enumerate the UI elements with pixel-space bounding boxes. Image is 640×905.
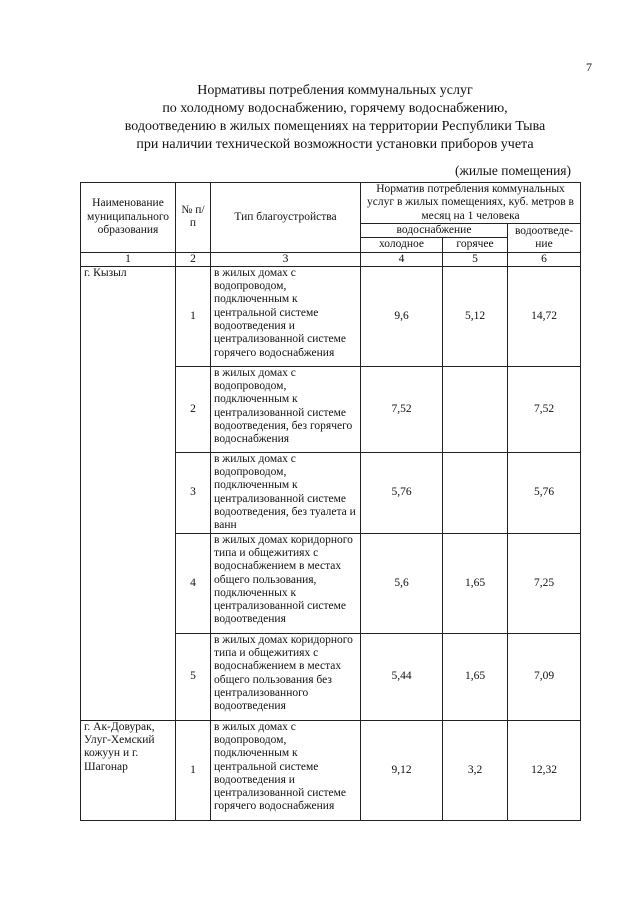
table-row: [81, 720, 581, 820]
improvement-type: в жилых домах коридорного типа и общежитиях с водоснабжением в местах общего пользования, подключенных к централизованной системе водоотведения: [211, 533, 361, 633]
municipality-cell: г. Ак-Довурак, Улуг-Хемский кожуун и г. Шагонар: [81, 720, 176, 820]
municipality-cell: г. Кызыл: [81, 266, 176, 720]
header-drainage: водоотведе-ние: [508, 224, 581, 253]
improvement-type: в жилых домах с водопроводом, подключенным к централизованной системе водоотведения, без туалета и ванн: [211, 452, 361, 533]
row-number: 4: [176, 533, 211, 633]
drainage-value: 14,72: [508, 266, 581, 366]
norms-table: [80, 182, 581, 821]
row-number: 5: [176, 633, 211, 720]
header-water-supply: водоснабжение: [361, 224, 508, 238]
cold-water-value: 9,6: [361, 266, 443, 366]
improvement-type: в жилых домах с водопроводом, подключенным к центральной системе водоотведения и централизованной системе горячего водоснабжения: [211, 266, 361, 366]
header-number: № п/п: [176, 183, 211, 253]
column-number: 4: [361, 252, 443, 266]
hot-water-value: [443, 452, 508, 533]
row-number: 1: [176, 720, 211, 820]
cold-water-value: 5,44: [361, 633, 443, 720]
cold-water-value: 5,6: [361, 533, 443, 633]
cold-water-value: 7,52: [361, 366, 443, 452]
column-number: 1: [81, 252, 176, 266]
row-number: 3: [176, 452, 211, 533]
hot-water-value: 5,12: [443, 266, 508, 366]
column-number: 2: [176, 252, 211, 266]
hot-water-value: 3,2: [443, 720, 508, 820]
title-line: водоотведению в жилых помещениях на территории Республики Тыва: [124, 119, 546, 134]
title-line: по холодному водоснабжению, горячему водоснабжению,: [162, 101, 508, 116]
cold-water-value: 9,12: [361, 720, 443, 820]
page-number: 7: [586, 60, 592, 74]
drainage-value: 5,76: [508, 452, 581, 533]
hot-water-value: 1,65: [443, 533, 508, 633]
column-number: 5: [443, 252, 508, 266]
hot-water-value: 1,65: [443, 633, 508, 720]
header-hot: горячее: [443, 238, 508, 252]
header-municipality: Наименование муниципального образования: [81, 183, 176, 253]
title-line: Нормативы потребления коммунальных услуг: [197, 83, 473, 98]
drainage-value: 7,25: [508, 533, 581, 633]
document-title: [60, 82, 610, 154]
drainage-value: 7,52: [508, 366, 581, 452]
drainage-value: 12,32: [508, 720, 581, 820]
column-number: 3: [211, 252, 361, 266]
improvement-type: в жилых домах коридорного типа и общежитиях с водоснабжением в местах общего пользования без централизованного водоотведения: [211, 633, 361, 720]
improvement-type: в жилых домах с водопроводом, подключенным к централизованной системе водоотведения, без горячего водоснабжения: [211, 366, 361, 452]
title-line: при наличии технической возможности установки приборов учета: [136, 137, 534, 152]
row-number: 1: [176, 266, 211, 366]
header-norm: Норматив потребления коммунальных услуг в жилых помещениях, куб. метров в месяц на 1 человека: [361, 183, 581, 224]
table-row: [81, 266, 581, 366]
header-type: Тип благоустройства: [211, 183, 361, 253]
header-cold: холодное: [361, 238, 443, 252]
table-subtitle: (жилые помещения): [455, 163, 572, 178]
column-number: 6: [508, 252, 581, 266]
drainage-value: 7,09: [508, 633, 581, 720]
improvement-type: в жилых домах с водопроводом, подключенным к центральной системе водоотведения и централизованной системе горячего водоснабжения: [211, 720, 361, 820]
hot-water-value: [443, 366, 508, 452]
cold-water-value: 5,76: [361, 452, 443, 533]
row-number: 2: [176, 366, 211, 452]
